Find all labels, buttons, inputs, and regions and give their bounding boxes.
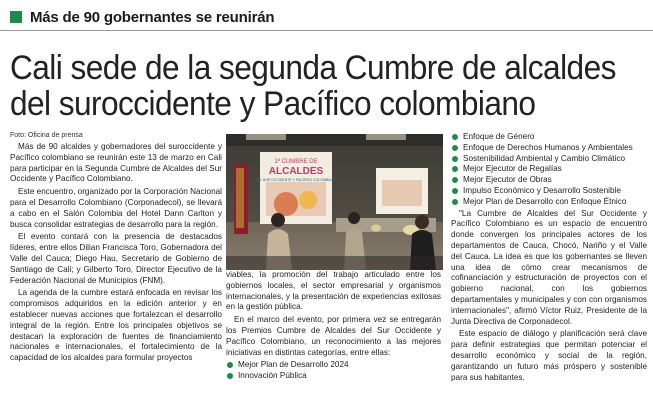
- column-2: [226, 270, 441, 382]
- kicker-text: Más de 90 gobernantes se reunirán: [30, 8, 275, 26]
- bullet-icon: [452, 134, 458, 140]
- paragraph: "La Cumbre de Alcaldes del Sur Occidente y Pacífico Colombiano es un espacio de encuentro donde convergen los principales actores de los departamentos de Cauca, Chocó, Nariño y el Valle del Cauca. La idea es que los gobernantes se lleven una idea de cómo crear mecanismos de cofinanciación y estructuración de proyectos con el gobierno nacional, con los gobiernos departamentales y municipales y con con organismos internacionales", afirmó Víctor Ruiz, Presidente de la Junta Directiva de Corponadecol.: [451, 208, 647, 326]
- list-item: Enfoque de Género: [451, 132, 647, 143]
- list-item: Mejor Ejecutor de Obras: [451, 175, 647, 186]
- paragraph: Más de 90 alcaldes y gobernadores del suroccidente y Pacífico colombiano se reunirán este 13 de marzo en Cali para participar en la Segunda Cumbre de Alcaldes del Sur Occidente y Pacífico Colombiano.: [10, 142, 222, 184]
- banner-line-3: DEL SUR OCCIDENTE Y PACÍFICO COLOMBIANO: [255, 178, 337, 182]
- kicker-square-icon: [10, 11, 22, 23]
- list-item: Innovación Pública: [226, 371, 441, 382]
- bullet-icon: [452, 188, 458, 194]
- paragraph: En el marco del evento, por primera vez se entregarán los Premios Cumbre de Alcaldes del Sur Occidente y Pacífico Colombiano, un reconocimiento a las mejores iniciativas en distintas categorías, entre ellas:: [226, 315, 441, 357]
- column-1: [10, 142, 222, 366]
- column-3: [451, 132, 647, 385]
- list-item: Impulso Económico y Desarrollo Sostenible: [451, 186, 647, 197]
- section-kicker: [10, 8, 274, 26]
- list-item: Enfoque de Derechos Humanos y Ambientales: [451, 143, 647, 154]
- event-photo-image: [226, 134, 443, 270]
- bullet-icon: [452, 166, 458, 172]
- bullet-icon: [452, 199, 458, 205]
- award-list: [226, 360, 441, 382]
- photo-credit: Foto: Oficina de prensa: [10, 132, 83, 139]
- paragraph: viables, la promoción del trabajo articulado entre los gobiernos locales, el sector empresarial y organismos internacionales, y la presentación de experiencias exitosas en la gestión pública.: [226, 270, 441, 312]
- list-item: Mejor Plan de Desarrollo 2024: [226, 360, 441, 371]
- article-headline: [10, 49, 616, 123]
- paragraph: Este espacio de diálogo y planificación será clave para definir estrategias que permitan potenciar el desarrollo económico y social de la región, garantizando un futuro más próspero y sostenible para sus habitantes.: [451, 329, 647, 382]
- list-item: Sostenibilidad Ambiental y Cambio Climático: [451, 154, 647, 165]
- event-photo: [226, 134, 443, 270]
- headline-line-1: Cali sede de la segunda Cumbre de alcaldes: [10, 49, 616, 87]
- paragraph: Este encuentro, organizado por la Corporación Nacional para el Desarrollo Colombiano (Corponadecol), se llevará a cabo en el Salón Colombia del Hotel Dann Carlton y busca consolidar estrategias de desarrollo para la región.: [10, 187, 222, 229]
- kicker-divider: [0, 30, 653, 31]
- list-item: Mejor Plan de Desarrollo con Enfoque Étnico: [451, 197, 647, 208]
- paragraph: El evento contará con la presencia de destacados líderes, entre ellos Dilian Francisca Toro, Gobernadora del Valle del Cauca; Diego Hau, Secretario de Gobierno de Santiago de Cali; y Gilberto Toro, Director Ejecutivo de la Federación Nacional de Municipios (FNM).: [10, 232, 222, 285]
- bullet-icon: [452, 156, 458, 162]
- bullet-icon: [452, 145, 458, 151]
- bullet-icon: [227, 373, 233, 379]
- headline-line-2: del suroccidente y Pacífico colombiano: [10, 85, 536, 123]
- list-item: Mejor Ejecutor de Regalías: [451, 164, 647, 175]
- banner-line-2: ALCALDES: [268, 166, 324, 177]
- bullet-icon: [452, 177, 458, 183]
- bullet-icon: [227, 362, 233, 368]
- paragraph: La agenda de la cumbre estará enfocada en revisar los compromisos adquiridos en la edición anterior y en establecer nuevas acciones que fortalezcan el desarrollo integral de la región. Entre los principales objetivos se destacan la exploración de fuentes de financiamiento nacionales e internacionales, el fortalecimiento de la capacidad de los alcaldes para formular proyectos: [10, 288, 222, 363]
- banner-line-1: 1ª CUMBRE DE: [274, 159, 318, 165]
- award-list: [451, 132, 647, 208]
